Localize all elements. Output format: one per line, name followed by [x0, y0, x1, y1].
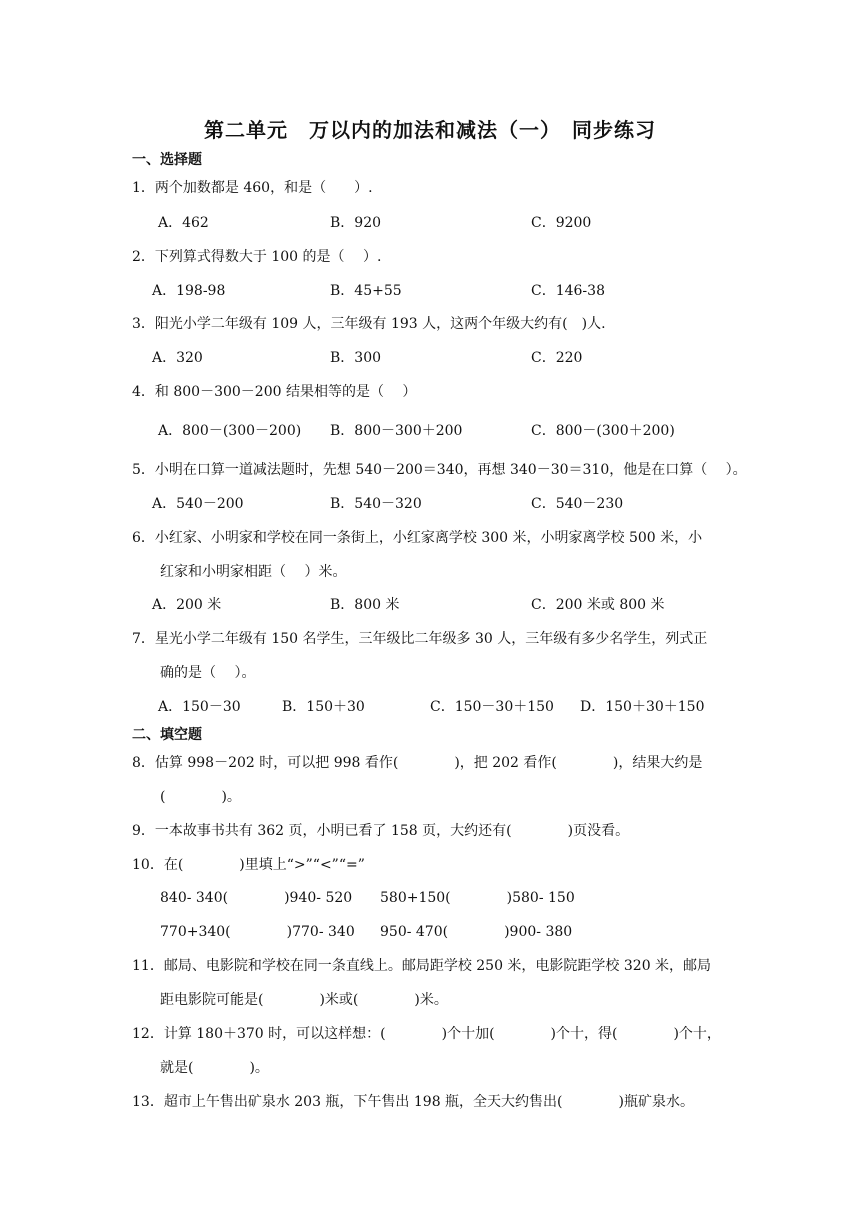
q7-option-d: D．150＋30＋150: [580, 699, 705, 715]
question-1: 1．两个加数都是 460，和是（ ）.: [132, 180, 373, 196]
q6-option-c: C．200 米或 800 米: [531, 597, 665, 613]
q7-option-c: C．150－30＋150: [430, 699, 554, 715]
question-9: 9．一本故事书共有 362 页，小明已看了 158 页，大约还有( )页没看。: [132, 823, 630, 839]
page-title: 第二单元 万以内的加法和减法（一） 同步练习: [204, 118, 656, 142]
q4-option-b: B．800－300＋200: [330, 423, 463, 439]
question-11-line-2: 距电影院可能是( )米或( )米。: [160, 992, 448, 1008]
q2-option-c: C．146-38: [531, 283, 605, 299]
q4-option-c: C．800－(300＋200): [531, 423, 675, 439]
q10-row2-right: 950- 470( )900- 380: [380, 924, 573, 940]
q5-option-c: C．540－230: [531, 496, 624, 512]
q3-option-a: A．320: [152, 350, 203, 366]
q10-row1-left: 840- 340( )940- 520: [160, 890, 353, 906]
q4-option-a: A．800－(300－200): [158, 423, 302, 439]
question-4: 4．和 800－300－200 结果相等的是（ ）: [132, 384, 417, 400]
q7-option-a: A．150－30: [158, 699, 241, 715]
question-3: 3．阳光小学二年级有 109 人，三年级有 193 人，这两个年级大约有( )人.: [132, 316, 606, 332]
q7-option-b: B．150＋30: [282, 699, 365, 715]
q2-option-a: A．198-98: [152, 283, 226, 299]
question-8-line-2: ( )。: [160, 789, 241, 805]
q10-row2-left: 770+340( )770- 340: [160, 924, 355, 940]
question-5: 5．小明在口算一道减法题时，先想 540－200＝340，再想 340－30＝310，他是在口算（ ）。: [132, 462, 747, 478]
q3-option-b: B．300: [330, 350, 382, 366]
q5-option-b: B．540－320: [330, 496, 422, 512]
question-6-line-2: 红家和小明家相距（ ）米。: [160, 564, 347, 580]
q3-option-c: C．220: [531, 350, 583, 366]
question-12-line-2: 就是( )。: [160, 1060, 269, 1076]
question-12-line-1: 12．计算 180＋370 时，可以这样想：( )个十加( )个十，得( )个十，: [132, 1026, 721, 1042]
question-8-line-1: 8．估算 998－202 时，可以把 998 看作( )，把 202 看作( )，结果大约是: [132, 755, 703, 771]
q1-option-c: C．9200: [531, 215, 592, 231]
question-6-line-1: 6．小红家、小明家和学校在同一条街上，小红家离学校 300 米，小明家离学校 500 米，小: [132, 530, 703, 546]
q10-row1-right: 580+150( )580- 150: [380, 890, 575, 906]
q6-option-b: B．800 米: [330, 597, 400, 613]
q2-option-b: B．45+55: [330, 283, 402, 299]
question-7-line-2: 确的是（ ）。: [160, 665, 256, 681]
section-heading-fill: 二、填空题: [132, 727, 202, 743]
question-13: 13．超市上午售出矿泉水 203 瓶，下午售出 198 瓶，全天大约售出( )瓶矿泉水。: [132, 1094, 694, 1110]
question-10: 10．在( )里填上“>”“<”“=”: [132, 857, 365, 873]
q1-option-a: A．462: [158, 215, 209, 231]
section-heading-choice: 一、选择题: [132, 152, 202, 168]
q6-option-a: A．200 米: [152, 597, 222, 613]
question-2: 2．下列算式得数大于 100 的是（ ）.: [132, 249, 382, 265]
question-11-line-1: 11．邮局、电影院和学校在同一条直线上。邮局距学校 250 米，电影院距学校 320 米，邮局: [132, 958, 712, 974]
q1-option-b: B．920: [330, 215, 382, 231]
question-7-line-1: 7．星光小学二年级有 150 名学生，三年级比二年级多 30 人，三年级有多少名学生，列式正: [132, 631, 708, 647]
q5-option-a: A．540－200: [152, 496, 244, 512]
